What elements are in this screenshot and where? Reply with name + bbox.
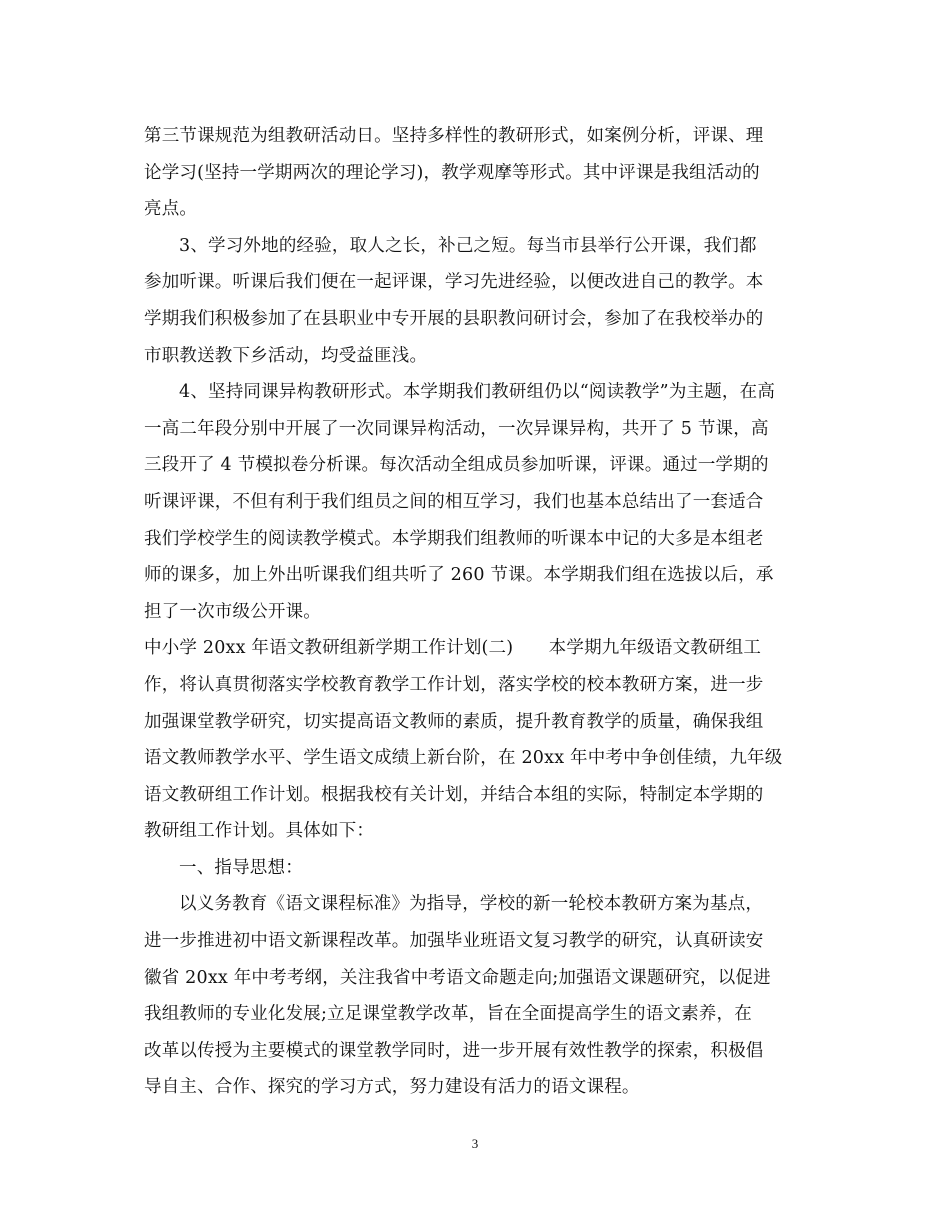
text-line: 论学习(坚持一学期两次的理论学习)，教学观摩等形式。其中评课是我组活动的 <box>144 162 760 183</box>
text-line: 师的课多，加上外出听课我们组共听了 260 节课。本学期我们组在选拔以后，承 <box>144 565 774 586</box>
text-line: 作，将认真贯彻落实学校教育教学工作计划，落实学校的校本教研方案，进一步 <box>144 674 764 695</box>
text-line: 学期我们积极参加了在县职业中专开展的县职教问研讨会，参加了在我校举办的 <box>144 308 764 329</box>
text-line: 市职教送教下乡活动，均受益匪浅。 <box>144 345 428 366</box>
text-line: 导自主、合作、探究的学习方式，努力建设有活力的语文课程。 <box>144 1077 640 1098</box>
text-line: 担了一次市级公开课。 <box>144 601 321 622</box>
text-line: 加强课堂教学研究，切实提高语文教师的素质，提升教育教学的质量，确保我组 <box>144 711 764 732</box>
page-number: 3 <box>471 1136 479 1151</box>
text-line: 改革以传授为主要模式的课堂教学同时，进一步开展有效性教学的探索，积极倡 <box>144 1040 764 1061</box>
text-line: 我组教师的专业化发展;立足课堂教学改革，旨在全面提高学生的语文素养，在 <box>144 1004 752 1025</box>
text-line: 一、指导思想： <box>179 857 303 878</box>
document-body <box>144 118 804 1106</box>
text-line: 语文教研组工作计划。根据我校有关计划，并结合本组的实际，特制定本学期的 <box>144 784 764 805</box>
text-line: 三段开了 4 节模拟卷分析课。每次活动全组成员参加听课，评课。通过一学期的 <box>144 455 769 476</box>
text-line: 3、学习外地的经验，取人之长，补己之短。每当市县举行公开课，我们都 <box>179 235 757 256</box>
text-line: 第三节课规范为组教研活动日。坚持多样性的教研形式，如案例分析，评课、理 <box>144 126 764 146</box>
text-line: 中小学 20xx 年语文教研组新学期工作计划(二) 本学期九年级语文教研组工 <box>144 638 762 659</box>
text-line: 语文教师教学水平、学生语文成绩上新台阶，在 20xx 年中考中争创佳绩，九年级 <box>144 748 783 769</box>
text-line: 进一步推进初中语文新课程改革。加强毕业班语文复习教学的研究，认真研读安 <box>144 931 764 952</box>
text-line: 听课评课，不但有利于我们组员之间的相互学习，我们也基本总结出了一套适合 <box>144 491 764 512</box>
text-line: 以义务教育《语文课程标准》为指导，学校的新一轮校本教研方案为基点， <box>179 894 764 915</box>
text-line: 教研组工作计划。具体如下： <box>144 821 375 842</box>
text-line: 参加听课。听课后我们便在一起评课，学习先进经验，以便改进自己的教学。本 <box>144 272 764 293</box>
text-line: 徽省 20xx 年中考考纲，关注我省中考语文命题走向;加强语文课题研究，以促进 <box>144 967 771 988</box>
text-line: 亮点。 <box>144 199 198 220</box>
text-line: 4、坚持同课异构教研形式。本学期我们教研组仍以“阅读教学”为主题，在高 <box>179 382 776 403</box>
text-line: 一高二年段分别中开展了一次同课异构活动，一次异课异构，共开了 5 节课，高 <box>144 418 769 439</box>
text-line: 我们学校学生的阅读教学模式。本学期我们组教师的听课本中记的大多是本组老 <box>144 528 764 549</box>
